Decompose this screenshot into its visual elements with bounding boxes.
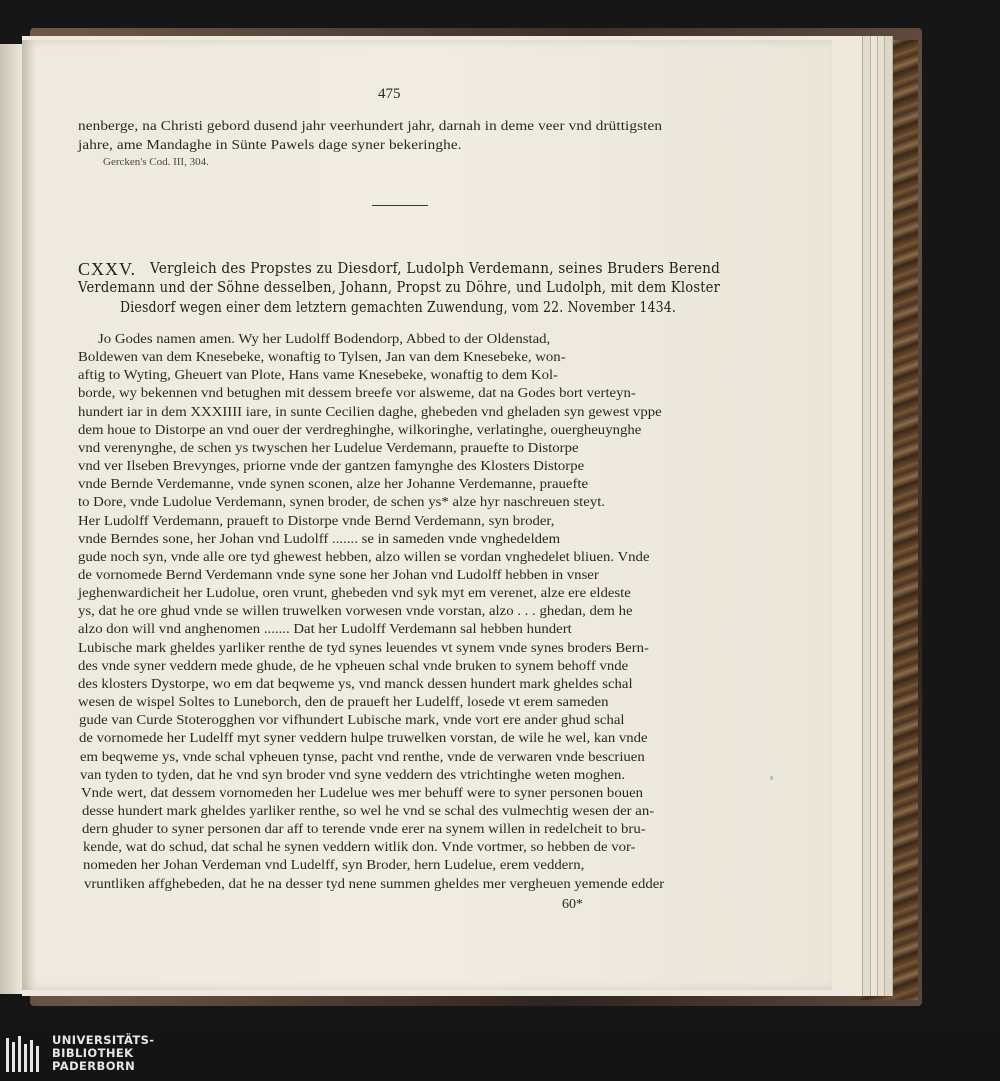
- body-line: Jo Godes namen amen. Wy her Ludolff Bodendorp, Abbed to der Oldenstad,: [98, 331, 551, 346]
- body-line: des klosters Dystorpe, wo em dat beqweme ys, vnd manck dessen hundert mark gheldes schal: [78, 675, 633, 691]
- body-line: de vornomede her Ludelff myt syner veddern hulpe truwelken vorstan, de wile he wel, kan vnde: [79, 730, 648, 746]
- document-number: CXXV.: [78, 259, 137, 279]
- body-line: van tyden to tyden, dat he vnd syn broder vnd syne veddern des vtrichtinghe weten moghen.: [80, 766, 626, 782]
- body-line: vnd ver Ilseben Brevynges, priorne vnde der gantzen famynghe des Klosters Distorpe: [78, 458, 585, 473]
- document-heading: [78, 259, 136, 280]
- section-divider: [372, 205, 428, 206]
- library-name-line: PADERBORN: [52, 1059, 136, 1073]
- body-line: aftig to Wyting, Gheuert van Plote, Hans vame Knesebeke, wonaftig to dem Kol-: [78, 367, 558, 383]
- body-line: hundert iar in dem XXXIIII iare, in sunte Cecilien daghe, ghebeden vnd gheladen syn gewest vppe: [78, 403, 662, 419]
- body-line: vnd verenynghe, de schen ys twyschen her Ludelue Verdemann, prauefte to Distorpe: [78, 439, 579, 455]
- page-number: 475: [378, 86, 401, 102]
- body-line: gude noch syn, vnde alle ore tyd ghewest hebben, alzo willen se vordan vnghedelet bliuen. Vnde: [78, 548, 650, 564]
- body-line: dem houe to Distorpe an vnd ouer der verdreghinghe, wilkoringhe, verlatinghe, ouergheuynghe: [78, 421, 642, 437]
- intro-line: jahre, ame Mandaghe in Sünte Pawels dage syner bekeringhe.: [78, 137, 462, 152]
- facing-page-edge: [0, 44, 22, 994]
- library-logo-icon: [2, 1032, 46, 1076]
- body-line: Her Ludolff Verdemann, praueft to Distorpe vnde Bernd Verdemann, syn broder,: [78, 512, 555, 528]
- heading-line: Vergleich des Propstes zu Diesdorf, Ludolph Verdemann, seines Bruders Berend: [150, 259, 721, 277]
- body-line: nomeden her Johan Verdeman vnd Ludelff, syn Broder, hern Ludelue, erem veddern,: [83, 857, 585, 873]
- body-line: Lubische mark gheldes yarliker renthe de tyd synes leuendes vt synem vnde synes broders Bern-: [78, 639, 649, 655]
- body-line: borde, wy bekennen vnd betughen mit dessem breefe vor alsweme, dat na Godes bort verteyn-: [78, 385, 636, 401]
- body-line: vnde Bernde Verdemanne, vnde synen sconen, alze her Johanne Verdemanne, prauefte: [78, 476, 589, 492]
- body-line: gude van Curde Stoterogghen vor vifhundert Lubische mark, vnde vort ere ander ghud schal: [78, 712, 625, 728]
- page-speck: [770, 776, 773, 780]
- library-name-line: BIBLIOTHEK: [52, 1046, 134, 1060]
- body-line: kende, wat do schud, dat schal he synen veddern witlik don. Vnde vortmer, so hebben de vor-: [82, 839, 636, 855]
- source-citation: Gercken's Cod. III, 304.: [103, 156, 209, 168]
- body-line: em beqweme ys, vnde schal vpheuen tynse, pacht vnd renthe, vnde de verwaren vnde bescriuen: [79, 748, 645, 764]
- intro-line: nenberge, na Christi gebord dusend jahr veerhundert jahr, darnah in deme veer vnd drüttigsten: [78, 118, 663, 133]
- body-line: dern ghuder to syner personen dar aff to terende vnde erer na synem willen in redelcheit to bru-: [82, 821, 646, 836]
- heading-line: Diesdorf wegen einer dem letztern gemachten Zuwendung, vom 22. November 1434.: [120, 298, 677, 316]
- body-line: vruntliken affghebeden, dat he na desser tyd nene summen gheldes mer vergheuen yemende edder: [84, 875, 665, 891]
- body-line: wesen de wispel Soltes to Luneborch, den de praueft her Ludelff, losede vt erem sameden: [78, 694, 609, 709]
- body-line: ys, dat he ore ghud vnde se willen truwelken vorwesen vnde vorstan, alzo . . . ghedan, dem he: [78, 603, 633, 619]
- body-line: jeghenwardicheit her Ludolue, oren vrunt, ghebeden vnd syk myt em verenet, alze ere eldeste: [78, 585, 631, 601]
- body-line: alzo don will vnd anghenomen ....... Dat her Ludolff Verdemann sal hebben hundert: [78, 621, 572, 637]
- body-line: des vnde syner veddern mede ghude, de he vpheuen schal vnde bruken to synem behoff vnde: [78, 657, 629, 673]
- library-name-line: UNIVERSITÄTS-: [52, 1033, 155, 1047]
- body-line: desse hundert mark gheldes yarliker renthe, so wel he vnd se schal des vulmechtig wesen der an-: [81, 802, 654, 818]
- heading-line: Verdemann und der Söhne desselben, Johann, Propst zu Döhre, und Ludolph, mit dem Kloster: [78, 279, 721, 296]
- body-line: de vornomede Bernd Verdemann vnde syne sone her Johan vnd Ludolff hebben in vnser: [78, 567, 599, 582]
- body-line: vnde Berndes sone, her Johan vnd Ludolff ....... se in sameden vnde vnghedeldem: [78, 530, 561, 546]
- body-line: Vnde wert, dat dessem vornomeden her Ludelue wes mer behuff were to syner personen bouen: [81, 784, 644, 800]
- signature-mark: 60*: [562, 897, 583, 912]
- body-line: Boldewen van dem Knesebeke, wonaftig to Tylsen, Jan van dem Knesebeke, won-: [78, 349, 566, 365]
- body-line: to Dore, vnde Ludolue Verdemann, synen broder, de schen ys* alze hyr naschreuen steyt.: [78, 494, 605, 510]
